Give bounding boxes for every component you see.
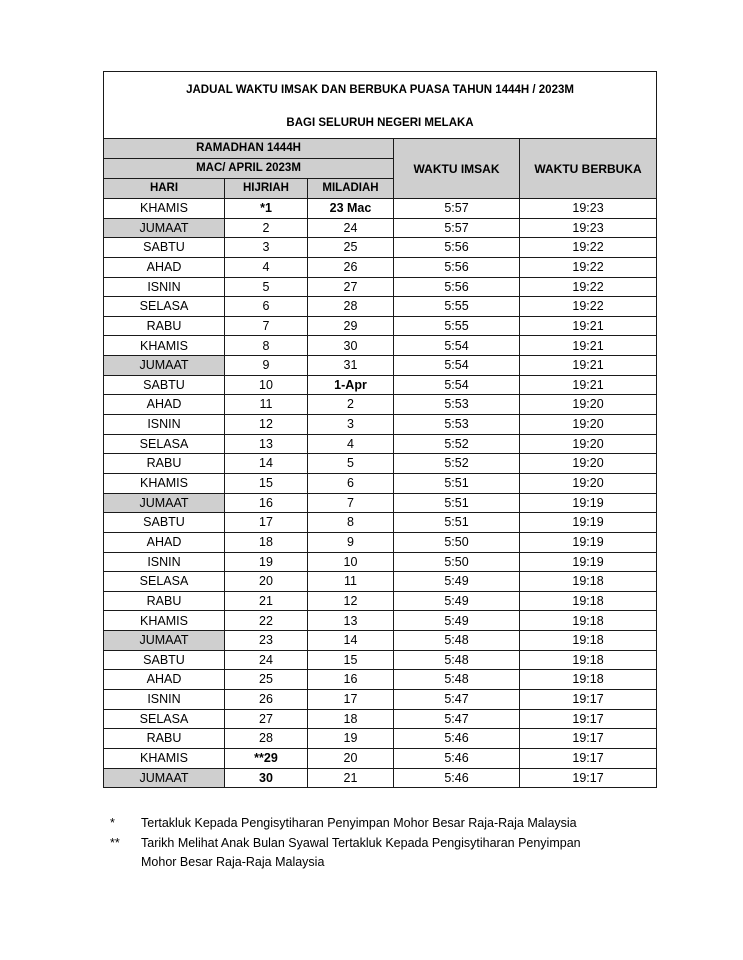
- imsak-time-cell: 5:51: [394, 493, 520, 513]
- miladiah-cell: 5: [308, 454, 394, 474]
- day-cell: SELASA: [104, 572, 225, 592]
- berbuka-time-cell: 19:18: [520, 650, 657, 670]
- berbuka-time-cell: 19:22: [520, 297, 657, 317]
- month-gregorian-header: MAC/ APRIL 2023M: [104, 159, 394, 179]
- table-row: [104, 650, 657, 670]
- miladiah-cell: 20: [308, 748, 394, 768]
- berbuka-time-cell: 19:18: [520, 572, 657, 592]
- table-row: [104, 454, 657, 474]
- footnote-line: [110, 814, 670, 834]
- imsak-time-cell: 5:46: [394, 768, 520, 788]
- berbuka-time-cell: 19:19: [520, 552, 657, 572]
- table-row: [104, 611, 657, 631]
- day-cell: JUMAAT: [104, 768, 225, 788]
- table-row: [104, 631, 657, 651]
- berbuka-time-cell: 19:18: [520, 631, 657, 651]
- berbuka-time-cell: 19:18: [520, 611, 657, 631]
- berbuka-time-cell: 19:23: [520, 218, 657, 238]
- miladiah-cell: 6: [308, 473, 394, 493]
- imsak-time-cell: 5:56: [394, 257, 520, 277]
- miladiah-cell: 16: [308, 670, 394, 690]
- table-row: [104, 709, 657, 729]
- table-row: [104, 493, 657, 513]
- miladiah-cell: 26: [308, 257, 394, 277]
- day-cell: ISNIN: [104, 690, 225, 710]
- miladiah-cell: 15: [308, 650, 394, 670]
- berbuka-time-cell: 19:17: [520, 748, 657, 768]
- miladiah-cell: 21: [308, 768, 394, 788]
- table-row: [104, 434, 657, 454]
- day-cell: SABTU: [104, 650, 225, 670]
- miladiah-cell: 27: [308, 277, 394, 297]
- day-cell: SABTU: [104, 238, 225, 258]
- imsak-time-cell: 5:57: [394, 218, 520, 238]
- berbuka-time-cell: 19:19: [520, 493, 657, 513]
- hijriah-column-header: HIJRIAH: [225, 179, 308, 199]
- day-cell: SABTU: [104, 375, 225, 395]
- berbuka-time-cell: 19:17: [520, 768, 657, 788]
- day-cell: KHAMIS: [104, 199, 225, 219]
- footnotes: [110, 814, 670, 873]
- hijriah-cell: *1: [225, 199, 308, 219]
- table-row: [104, 257, 657, 277]
- imsak-time-cell: 5:55: [394, 316, 520, 336]
- table-row: [104, 218, 657, 238]
- table-row: [104, 199, 657, 219]
- hijriah-cell: 10: [225, 375, 308, 395]
- berbuka-time-cell: 19:21: [520, 336, 657, 356]
- month-hijri-header: RAMADHAN 1444H: [104, 139, 394, 159]
- miladiah-cell: 10: [308, 552, 394, 572]
- day-cell: SELASA: [104, 709, 225, 729]
- day-cell: KHAMIS: [104, 748, 225, 768]
- timetable-document: [103, 71, 656, 788]
- day-cell: JUMAAT: [104, 493, 225, 513]
- day-cell: RABU: [104, 316, 225, 336]
- table-row: [104, 572, 657, 592]
- miladiah-cell: 3: [308, 415, 394, 435]
- hijriah-cell: 18: [225, 532, 308, 552]
- berbuka-time-cell: 19:21: [520, 356, 657, 376]
- day-cell: KHAMIS: [104, 611, 225, 631]
- hijriah-cell: 24: [225, 650, 308, 670]
- imsak-time-cell: 5:47: [394, 690, 520, 710]
- miladiah-column-header: MILADIAH: [308, 179, 394, 199]
- hijriah-cell: **29: [225, 748, 308, 768]
- berbuka-time-cell: 19:21: [520, 316, 657, 336]
- berbuka-time-cell: 19:22: [520, 277, 657, 297]
- day-cell: SABTU: [104, 513, 225, 533]
- miladiah-cell: 11: [308, 572, 394, 592]
- miladiah-cell: 7: [308, 493, 394, 513]
- miladiah-cell: 31: [308, 356, 394, 376]
- hijriah-cell: 6: [225, 297, 308, 317]
- miladiah-cell: 9: [308, 532, 394, 552]
- miladiah-cell: 24: [308, 218, 394, 238]
- imsak-time-cell: 5:46: [394, 729, 520, 749]
- day-cell: AHAD: [104, 395, 225, 415]
- table-row: [104, 473, 657, 493]
- miladiah-cell: 30: [308, 336, 394, 356]
- miladiah-cell: 18: [308, 709, 394, 729]
- imsak-time-cell: 5:48: [394, 670, 520, 690]
- imsak-time-cell: 5:52: [394, 454, 520, 474]
- day-cell: KHAMIS: [104, 336, 225, 356]
- hijriah-cell: 19: [225, 552, 308, 572]
- hijriah-cell: 23: [225, 631, 308, 651]
- footnote-mark: *: [110, 816, 115, 830]
- imsak-time-cell: 5:54: [394, 336, 520, 356]
- hijriah-cell: 2: [225, 218, 308, 238]
- table-row: [104, 670, 657, 690]
- berbuka-time-cell: 19:17: [520, 709, 657, 729]
- day-cell: SELASA: [104, 434, 225, 454]
- table-row: [104, 375, 657, 395]
- hijriah-cell: 20: [225, 572, 308, 592]
- page-subtitle: BAGI SELURUH NEGERI MELAKA: [104, 109, 657, 139]
- table-row: [104, 690, 657, 710]
- day-cell: RABU: [104, 591, 225, 611]
- table-row: [104, 297, 657, 317]
- table-row: [104, 591, 657, 611]
- berbuka-time-cell: 19:18: [520, 591, 657, 611]
- imsak-time-cell: 5:47: [394, 709, 520, 729]
- miladiah-cell: 25: [308, 238, 394, 258]
- berbuka-time-cell: 19:22: [520, 238, 657, 258]
- imsak-time-cell: 5:55: [394, 297, 520, 317]
- imsak-time-cell: 5:50: [394, 552, 520, 572]
- hijriah-cell: 4: [225, 257, 308, 277]
- table-row: [104, 356, 657, 376]
- table-row: [104, 277, 657, 297]
- footnote-text: Tarikh Melihat Anak Bulan Syawal Tertakluk Kepada Pengisytiharan Penyimpan: [141, 835, 581, 850]
- hijriah-cell: 3: [225, 238, 308, 258]
- hijriah-cell: 8: [225, 336, 308, 356]
- miladiah-cell: 19: [308, 729, 394, 749]
- day-cell: JUMAAT: [104, 218, 225, 238]
- imsak-time-cell: 5:51: [394, 513, 520, 533]
- hijriah-cell: 26: [225, 690, 308, 710]
- day-cell: AHAD: [104, 257, 225, 277]
- miladiah-cell: 2: [308, 395, 394, 415]
- day-cell: RABU: [104, 454, 225, 474]
- imsak-time-cell: 5:54: [394, 356, 520, 376]
- imsak-time-cell: 5:53: [394, 395, 520, 415]
- berbuka-column-header: WAKTU BERBUKA: [520, 139, 657, 199]
- table-row: [104, 395, 657, 415]
- table-row: [104, 552, 657, 572]
- table-row: [104, 316, 657, 336]
- timetable: [103, 71, 657, 788]
- hijriah-cell: 5: [225, 277, 308, 297]
- berbuka-time-cell: 19:20: [520, 415, 657, 435]
- miladiah-cell: 13: [308, 611, 394, 631]
- berbuka-time-cell: 19:17: [520, 729, 657, 749]
- berbuka-time-cell: 19:23: [520, 199, 657, 219]
- table-row: [104, 336, 657, 356]
- imsak-time-cell: 5:56: [394, 238, 520, 258]
- table-row: [104, 532, 657, 552]
- imsak-time-cell: 5:53: [394, 415, 520, 435]
- imsak-column-header: WAKTU IMSAK: [394, 139, 520, 199]
- table-row: [104, 768, 657, 788]
- imsak-time-cell: 5:57: [394, 199, 520, 219]
- imsak-time-cell: 5:52: [394, 434, 520, 454]
- day-cell: JUMAAT: [104, 631, 225, 651]
- day-cell: SELASA: [104, 297, 225, 317]
- miladiah-cell: 17: [308, 690, 394, 710]
- hijriah-cell: 27: [225, 709, 308, 729]
- footnote-mark: [110, 853, 141, 873]
- imsak-time-cell: 5:49: [394, 572, 520, 592]
- miladiah-cell: 1-Apr: [308, 375, 394, 395]
- imsak-time-cell: 5:46: [394, 748, 520, 768]
- hijriah-cell: 25: [225, 670, 308, 690]
- imsak-time-cell: 5:49: [394, 591, 520, 611]
- miladiah-cell: 8: [308, 513, 394, 533]
- hijriah-cell: 14: [225, 454, 308, 474]
- hijriah-cell: 28: [225, 729, 308, 749]
- berbuka-time-cell: 19:18: [520, 670, 657, 690]
- day-cell: AHAD: [104, 670, 225, 690]
- hijriah-cell: 22: [225, 611, 308, 631]
- miladiah-cell: 14: [308, 631, 394, 651]
- imsak-time-cell: 5:49: [394, 611, 520, 631]
- hijriah-cell: 7: [225, 316, 308, 336]
- hijriah-cell: 12: [225, 415, 308, 435]
- table-row: [104, 748, 657, 768]
- table-row: [104, 238, 657, 258]
- day-cell: RABU: [104, 729, 225, 749]
- hijriah-cell: 11: [225, 395, 308, 415]
- day-cell: KHAMIS: [104, 473, 225, 493]
- berbuka-time-cell: 19:19: [520, 532, 657, 552]
- berbuka-time-cell: 19:22: [520, 257, 657, 277]
- page-title: JADUAL WAKTU IMSAK DAN BERBUKA PUASA TAHUN 1444H / 2023M: [104, 72, 657, 110]
- miladiah-cell: 29: [308, 316, 394, 336]
- miladiah-cell: 23 Mac: [308, 199, 394, 219]
- footnote-text: Tertakluk Kepada Pengisytiharan Penyimpan Mohor Besar Raja-Raja Malaysia: [141, 816, 577, 830]
- hijriah-cell: 16: [225, 493, 308, 513]
- day-cell: ISNIN: [104, 415, 225, 435]
- hijriah-cell: 21: [225, 591, 308, 611]
- day-cell: JUMAAT: [104, 356, 225, 376]
- berbuka-time-cell: 19:17: [520, 690, 657, 710]
- berbuka-time-cell: 19:20: [520, 434, 657, 454]
- day-cell: AHAD: [104, 532, 225, 552]
- hijriah-cell: 15: [225, 473, 308, 493]
- imsak-time-cell: 5:48: [394, 631, 520, 651]
- hijriah-cell: 17: [225, 513, 308, 533]
- hari-column-header: HARI: [104, 179, 225, 199]
- hijriah-cell: 30: [225, 768, 308, 788]
- imsak-time-cell: 5:51: [394, 473, 520, 493]
- imsak-time-cell: 5:48: [394, 650, 520, 670]
- miladiah-cell: 4: [308, 434, 394, 454]
- miladiah-cell: 28: [308, 297, 394, 317]
- table-row: [104, 513, 657, 533]
- imsak-time-cell: 5:56: [394, 277, 520, 297]
- footnote-text: Mohor Besar Raja-Raja Malaysia: [141, 855, 325, 869]
- miladiah-cell: 12: [308, 591, 394, 611]
- footnote-mark: **: [110, 835, 120, 850]
- berbuka-time-cell: 19:20: [520, 395, 657, 415]
- table-row: [104, 729, 657, 749]
- berbuka-time-cell: 19:19: [520, 513, 657, 533]
- imsak-time-cell: 5:50: [394, 532, 520, 552]
- berbuka-time-cell: 19:20: [520, 473, 657, 493]
- footnote-line: [110, 834, 670, 854]
- imsak-time-cell: 5:54: [394, 375, 520, 395]
- hijriah-cell: 13: [225, 434, 308, 454]
- table-row: [104, 415, 657, 435]
- berbuka-time-cell: 19:21: [520, 375, 657, 395]
- day-cell: ISNIN: [104, 552, 225, 572]
- day-cell: ISNIN: [104, 277, 225, 297]
- berbuka-time-cell: 19:20: [520, 454, 657, 474]
- hijriah-cell: 9: [225, 356, 308, 376]
- footnote-line: [110, 853, 670, 873]
